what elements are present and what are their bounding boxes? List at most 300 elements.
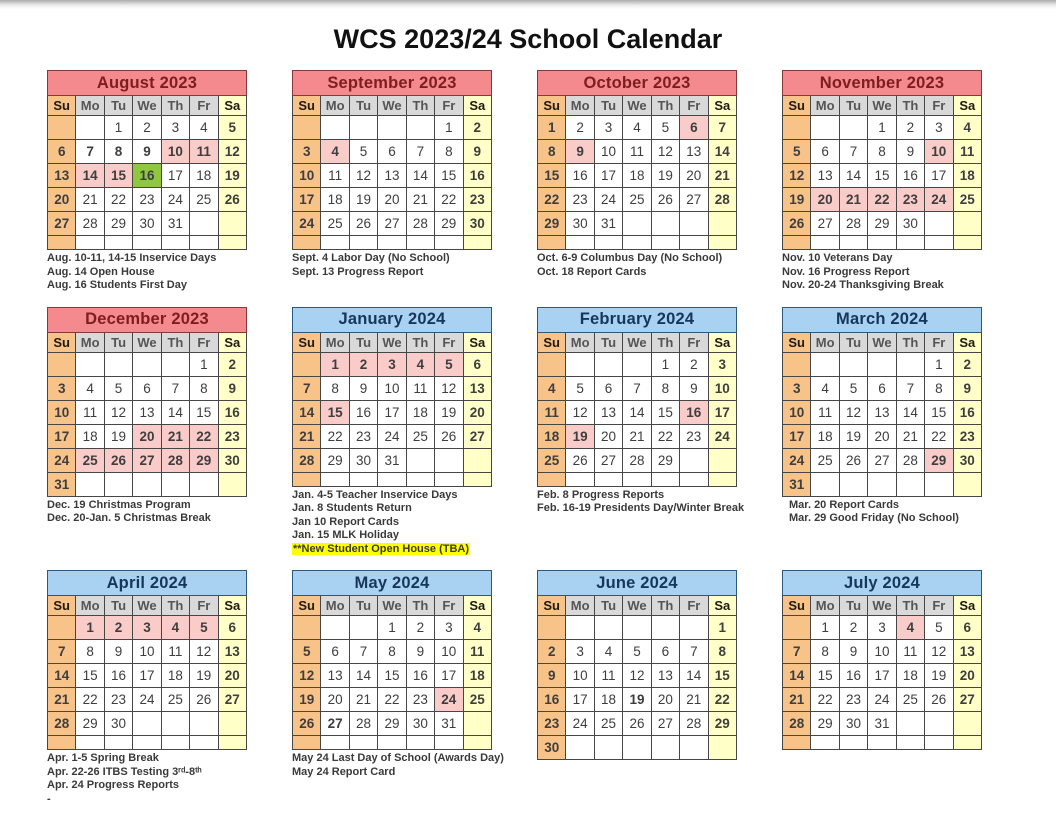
day-cell-28: 28	[76, 212, 104, 236]
day-cell-5: 5	[839, 376, 867, 400]
day-cell-12: 12	[623, 664, 651, 688]
day-cell-empty	[953, 472, 981, 496]
day-cell-empty	[463, 236, 491, 250]
dow-header-th: Th	[896, 332, 924, 352]
calendar-table-november-2023	[782, 70, 982, 250]
day-cell-23: 23	[463, 188, 491, 212]
day-cell-28: 28	[708, 188, 736, 212]
day-cell-14: 14	[839, 164, 867, 188]
day-cell-21: 21	[293, 424, 321, 448]
day-cell-14: 14	[896, 400, 924, 424]
dow-header-sa: Sa	[463, 332, 491, 352]
day-cell-10: 10	[378, 376, 406, 400]
day-cell-28: 28	[349, 712, 377, 736]
day-cell-1: 1	[811, 616, 839, 640]
month-november-2023	[782, 70, 982, 293]
day-cell-2: 2	[349, 352, 377, 376]
day-cell-24: 24	[708, 424, 736, 448]
dow-header-tu: Tu	[594, 596, 622, 616]
dow-header-tu: Tu	[104, 96, 132, 116]
day-cell-empty	[925, 712, 953, 736]
dow-header-fr: Fr	[680, 596, 708, 616]
day-cell-11: 11	[594, 664, 622, 688]
day-cell-25: 25	[538, 448, 566, 472]
note: Aug. 10-11, 14-15 Inservice Days	[47, 252, 217, 264]
day-cell-20: 20	[811, 188, 839, 212]
day-cell-empty	[406, 236, 434, 250]
day-cell-14: 14	[349, 664, 377, 688]
day-cell-15: 15	[538, 164, 566, 188]
day-cell-25: 25	[594, 712, 622, 736]
day-cell-29: 29	[651, 448, 679, 472]
day-cell-empty	[48, 616, 76, 640]
day-cell-8: 8	[378, 640, 406, 664]
day-cell-12: 12	[349, 164, 377, 188]
dow-header-sa: Sa	[218, 596, 246, 616]
day-cell-empty	[378, 236, 406, 250]
dow-header-th: Th	[161, 596, 189, 616]
day-cell-5: 5	[435, 352, 463, 376]
month-title: September 2023	[293, 71, 492, 96]
day-cell-11: 11	[161, 640, 189, 664]
day-cell-empty	[349, 236, 377, 250]
day-cell-empty	[538, 352, 566, 376]
day-cell-25: 25	[161, 688, 189, 712]
day-cell-30: 30	[463, 212, 491, 236]
day-cell-empty	[651, 472, 679, 486]
day-cell-22: 22	[378, 688, 406, 712]
day-cell-empty	[190, 472, 218, 496]
day-cell-28: 28	[293, 448, 321, 472]
day-cell-31: 31	[378, 448, 406, 472]
day-cell-3: 3	[133, 616, 161, 640]
day-cell-13: 13	[378, 164, 406, 188]
day-cell-16: 16	[839, 664, 867, 688]
day-cell-19: 19	[218, 164, 246, 188]
calendar-table-june-2024	[537, 570, 737, 760]
note: -	[47, 792, 51, 805]
day-cell-15: 15	[708, 664, 736, 688]
day-cell-27: 27	[651, 712, 679, 736]
day-cell-28: 28	[839, 212, 867, 236]
day-cell-empty	[538, 472, 566, 486]
day-cell-empty	[406, 736, 434, 750]
day-cell-empty	[435, 448, 463, 472]
day-cell-6: 6	[321, 640, 349, 664]
dow-header-mo: Mo	[566, 96, 594, 116]
day-cell-empty	[293, 736, 321, 750]
note: Dec. 19 Christmas Program	[47, 498, 191, 511]
day-cell-29: 29	[708, 712, 736, 736]
day-cell-18: 18	[161, 664, 189, 688]
day-cell-4: 4	[76, 376, 104, 400]
day-cell-15: 15	[868, 164, 896, 188]
month-title: December 2023	[48, 307, 247, 332]
dow-header-mo: Mo	[76, 96, 104, 116]
day-cell-empty	[321, 472, 349, 486]
day-cell-10: 10	[783, 400, 811, 424]
day-cell-1: 1	[321, 352, 349, 376]
day-cell-empty	[839, 352, 867, 376]
day-cell-20: 20	[321, 688, 349, 712]
day-cell-13: 13	[48, 164, 76, 188]
months-row-3	[47, 570, 1056, 806]
day-cell-2: 2	[104, 616, 132, 640]
day-cell-18: 18	[538, 424, 566, 448]
day-cell-5: 5	[783, 140, 811, 164]
day-cell-31: 31	[594, 212, 622, 236]
day-cell-empty	[349, 736, 377, 750]
day-cell-empty	[868, 236, 896, 250]
day-cell-empty	[708, 736, 736, 760]
dow-header-tu: Tu	[839, 332, 867, 352]
day-cell-empty	[104, 236, 132, 250]
calendar-table-july-2024	[782, 570, 982, 750]
day-cell-10: 10	[48, 400, 76, 424]
day-cell-empty	[349, 616, 377, 640]
day-cell-3: 3	[48, 376, 76, 400]
day-cell-3: 3	[435, 616, 463, 640]
day-cell-8: 8	[321, 376, 349, 400]
note: Apr. 24 Progress Reports	[47, 779, 180, 791]
day-cell-12: 12	[566, 400, 594, 424]
day-cell-26: 26	[190, 688, 218, 712]
day-cell-empty	[811, 352, 839, 376]
day-cell-31: 31	[161, 212, 189, 236]
day-cell-7: 7	[293, 376, 321, 400]
day-cell-19: 19	[623, 688, 651, 712]
day-cell-empty	[435, 236, 463, 250]
day-cell-25: 25	[463, 688, 491, 712]
calendar-grid	[0, 70, 1056, 806]
dow-header-we: We	[623, 596, 651, 616]
day-cell-28: 28	[48, 712, 76, 736]
day-cell-empty	[623, 616, 651, 640]
day-cell-6: 6	[651, 640, 679, 664]
day-cell-empty	[868, 736, 896, 750]
calendar-table-march-2024	[782, 307, 982, 497]
note: Apr. 22-26 ITBS Testing 3ʳᵈ-8ᵗʰ	[47, 765, 202, 778]
day-cell-26: 26	[783, 212, 811, 236]
day-cell-empty	[594, 352, 622, 376]
note: Jan. 8 Students Return	[292, 502, 412, 514]
day-cell-empty	[133, 472, 161, 496]
day-cell-14: 14	[293, 400, 321, 424]
day-cell-empty	[680, 448, 708, 472]
day-cell-empty	[708, 236, 736, 250]
day-cell-16: 16	[218, 400, 246, 424]
day-cell-12: 12	[435, 376, 463, 400]
dow-header-fr: Fr	[925, 596, 953, 616]
day-cell-10: 10	[133, 640, 161, 664]
day-cell-empty	[48, 352, 76, 376]
day-cell-22: 22	[651, 424, 679, 448]
day-cell-13: 13	[321, 664, 349, 688]
day-cell-9: 9	[839, 640, 867, 664]
dow-header-th: Th	[161, 332, 189, 352]
note: Mar. 29 Good Friday (No School)	[789, 512, 959, 524]
day-cell-6: 6	[133, 376, 161, 400]
dow-header-th: Th	[406, 596, 434, 616]
day-cell-14: 14	[48, 664, 76, 688]
day-cell-empty	[48, 736, 76, 750]
dow-header-tu: Tu	[839, 96, 867, 116]
day-cell-21: 21	[349, 688, 377, 712]
day-cell-7: 7	[161, 376, 189, 400]
day-cell-18: 18	[321, 188, 349, 212]
day-cell-2: 2	[953, 352, 981, 376]
day-cell-1: 1	[651, 352, 679, 376]
dow-header-we: We	[623, 332, 651, 352]
day-cell-9: 9	[218, 376, 246, 400]
day-cell-27: 27	[321, 712, 349, 736]
day-cell-20: 20	[868, 424, 896, 448]
day-cell-12: 12	[839, 400, 867, 424]
day-cell-9: 9	[538, 664, 566, 688]
calendar-table-october-2023	[537, 70, 737, 250]
day-cell-30: 30	[133, 212, 161, 236]
day-cell-17: 17	[783, 424, 811, 448]
dow-header-tu: Tu	[349, 332, 377, 352]
day-cell-16: 16	[349, 400, 377, 424]
day-cell-empty	[566, 736, 594, 760]
day-cell-27: 27	[594, 448, 622, 472]
day-cell-5: 5	[651, 116, 679, 140]
dow-header-we: We	[378, 596, 406, 616]
dow-header-fr: Fr	[190, 596, 218, 616]
day-cell-20: 20	[378, 188, 406, 212]
dow-header-mo: Mo	[566, 332, 594, 352]
note: Nov. 20-24 Thanksgiving Break	[782, 279, 944, 291]
dow-header-th: Th	[896, 596, 924, 616]
day-cell-7: 7	[783, 640, 811, 664]
day-cell-empty	[161, 352, 189, 376]
dow-header-su: Su	[538, 332, 566, 352]
day-cell-18: 18	[896, 664, 924, 688]
day-cell-17: 17	[161, 164, 189, 188]
dow-header-su: Su	[783, 596, 811, 616]
day-cell-11: 11	[190, 140, 218, 164]
day-cell-19: 19	[349, 188, 377, 212]
day-cell-12: 12	[783, 164, 811, 188]
day-cell-1: 1	[538, 116, 566, 140]
day-cell-7: 7	[708, 116, 736, 140]
day-cell-8: 8	[76, 640, 104, 664]
day-cell-21: 21	[161, 424, 189, 448]
day-cell-11: 11	[896, 640, 924, 664]
day-cell-8: 8	[925, 376, 953, 400]
dow-header-th: Th	[651, 596, 679, 616]
dow-header-th: Th	[406, 96, 434, 116]
day-cell-empty	[594, 472, 622, 486]
note: Jan 10 Report Cards	[292, 515, 399, 528]
day-cell-12: 12	[218, 140, 246, 164]
day-cell-empty	[839, 116, 867, 140]
day-cell-23: 23	[680, 424, 708, 448]
day-cell-31: 31	[783, 472, 811, 496]
day-cell-3: 3	[566, 640, 594, 664]
month-notes-september-2023	[292, 252, 492, 279]
day-cell-empty	[48, 236, 76, 250]
day-cell-16: 16	[680, 400, 708, 424]
day-cell-20: 20	[218, 664, 246, 688]
day-cell-empty	[651, 236, 679, 250]
day-cell-11: 11	[76, 400, 104, 424]
day-cell-1: 1	[190, 352, 218, 376]
day-cell-1: 1	[435, 116, 463, 140]
dow-header-fr: Fr	[680, 96, 708, 116]
day-cell-19: 19	[435, 400, 463, 424]
day-cell-empty	[953, 212, 981, 236]
day-cell-1: 1	[925, 352, 953, 376]
day-cell-26: 26	[349, 212, 377, 236]
day-cell-31: 31	[48, 472, 76, 496]
day-cell-30: 30	[538, 736, 566, 760]
month-may-2024	[292, 570, 504, 779]
day-cell-24: 24	[925, 188, 953, 212]
day-cell-22: 22	[321, 424, 349, 448]
month-title: February 2024	[538, 307, 737, 332]
day-cell-empty	[161, 472, 189, 496]
day-cell-27: 27	[378, 212, 406, 236]
month-notes-february-2024	[537, 488, 745, 516]
day-cell-11: 11	[538, 400, 566, 424]
day-cell-empty	[783, 116, 811, 140]
day-cell-empty	[868, 472, 896, 496]
day-cell-empty	[190, 736, 218, 750]
dow-header-sa: Sa	[708, 596, 736, 616]
day-cell-empty	[321, 236, 349, 250]
dow-header-we: We	[133, 96, 161, 116]
day-cell-16: 16	[953, 400, 981, 424]
day-cell-empty	[708, 472, 736, 486]
day-cell-23: 23	[896, 188, 924, 212]
day-cell-25: 25	[190, 188, 218, 212]
day-cell-12: 12	[651, 140, 679, 164]
day-cell-empty	[896, 472, 924, 496]
day-cell-12: 12	[190, 640, 218, 664]
dow-header-mo: Mo	[321, 596, 349, 616]
day-cell-empty	[435, 472, 463, 486]
day-cell-7: 7	[839, 140, 867, 164]
day-cell-9: 9	[566, 140, 594, 164]
day-cell-11: 11	[406, 376, 434, 400]
day-cell-empty	[218, 212, 246, 236]
dow-header-th: Th	[161, 96, 189, 116]
month-february-2024	[537, 307, 745, 516]
day-cell-empty	[839, 736, 867, 750]
day-cell-20: 20	[953, 664, 981, 688]
month-title: August 2023	[48, 71, 247, 96]
month-august-2023	[47, 70, 247, 293]
day-cell-empty	[321, 116, 349, 140]
day-cell-empty	[783, 352, 811, 376]
day-cell-13: 13	[594, 400, 622, 424]
day-cell-empty	[218, 712, 246, 736]
day-cell-empty	[463, 448, 491, 472]
day-cell-6: 6	[811, 140, 839, 164]
day-cell-15: 15	[925, 400, 953, 424]
day-cell-28: 28	[783, 712, 811, 736]
day-cell-14: 14	[680, 664, 708, 688]
day-cell-10: 10	[161, 140, 189, 164]
day-cell-2: 2	[680, 352, 708, 376]
day-cell-5: 5	[623, 640, 651, 664]
day-cell-9: 9	[104, 640, 132, 664]
day-cell-18: 18	[811, 424, 839, 448]
day-cell-25: 25	[321, 212, 349, 236]
day-cell-empty	[406, 448, 434, 472]
day-cell-21: 21	[76, 188, 104, 212]
month-april-2024	[47, 570, 247, 806]
day-cell-26: 26	[839, 448, 867, 472]
note: Aug. 14 Open House	[47, 265, 155, 278]
day-cell-1: 1	[378, 616, 406, 640]
day-cell-empty	[925, 472, 953, 496]
day-cell-4: 4	[321, 140, 349, 164]
day-cell-2: 2	[463, 116, 491, 140]
day-cell-3: 3	[161, 116, 189, 140]
day-cell-empty	[708, 448, 736, 472]
day-cell-13: 13	[680, 140, 708, 164]
day-cell-1: 1	[76, 616, 104, 640]
calendar-table-may-2024	[292, 570, 492, 750]
dow-header-fr: Fr	[190, 332, 218, 352]
month-october-2023	[537, 70, 737, 279]
day-cell-24: 24	[868, 688, 896, 712]
day-cell-empty	[76, 736, 104, 750]
dow-header-su: Su	[293, 96, 321, 116]
dow-header-we: We	[868, 96, 896, 116]
day-cell-empty	[925, 212, 953, 236]
dow-header-su: Su	[538, 96, 566, 116]
note: Feb. 8 Progress Reports	[537, 488, 665, 501]
dow-header-tu: Tu	[349, 96, 377, 116]
day-cell-16: 16	[896, 164, 924, 188]
day-cell-6: 6	[463, 352, 491, 376]
day-cell-5: 5	[925, 616, 953, 640]
dow-header-mo: Mo	[76, 596, 104, 616]
day-cell-24: 24	[293, 212, 321, 236]
day-cell-empty	[896, 736, 924, 750]
day-cell-empty	[293, 352, 321, 376]
day-cell-4: 4	[623, 116, 651, 140]
dow-header-we: We	[868, 596, 896, 616]
dow-header-mo: Mo	[811, 332, 839, 352]
day-cell-8: 8	[435, 140, 463, 164]
day-cell-4: 4	[896, 616, 924, 640]
day-cell-15: 15	[190, 400, 218, 424]
day-cell-empty	[321, 736, 349, 750]
dow-header-su: Su	[293, 332, 321, 352]
day-cell-27: 27	[868, 448, 896, 472]
day-cell-26: 26	[104, 448, 132, 472]
day-cell-21: 21	[896, 424, 924, 448]
note: Apr. 1-5 Spring Break	[47, 752, 159, 764]
month-notes-november-2023	[782, 252, 982, 293]
day-cell-empty	[896, 712, 924, 736]
day-cell-empty	[783, 236, 811, 250]
day-cell-17: 17	[435, 664, 463, 688]
day-cell-empty	[406, 472, 434, 486]
day-cell-10: 10	[293, 164, 321, 188]
day-cell-empty	[378, 116, 406, 140]
day-cell-18: 18	[463, 664, 491, 688]
dow-header-th: Th	[896, 96, 924, 116]
day-cell-5: 5	[293, 640, 321, 664]
day-cell-15: 15	[104, 164, 132, 188]
day-cell-2: 2	[406, 616, 434, 640]
